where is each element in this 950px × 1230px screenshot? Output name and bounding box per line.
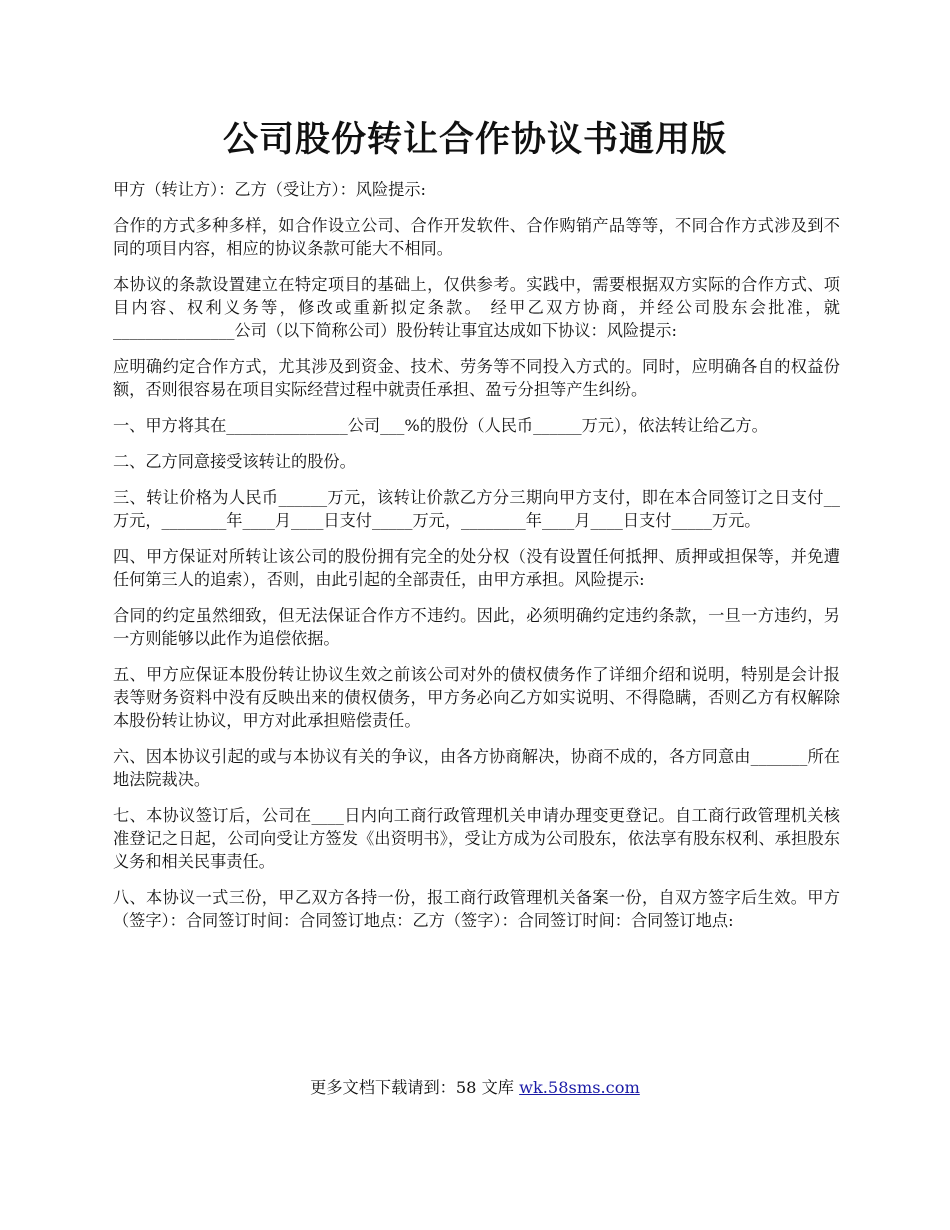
clause-5: 五、甲方应保证本股份转让协议生效之前该公司对外的债权债务作了详细介绍和说明，特别是会计报表等财务资料中没有反映出来的债权债务，甲方务必向乙方如实说明、不得隐瞒，否则乙方有权解除本股份转让协议，甲方对此承担赔偿责任。: [113, 665, 840, 730]
clause-3: 三、转让价格为人民币______万元，该转让价款乙方分三期向甲方支付，即在本合同签订之日支付__万元，________年____月____日支付_____万元，________年____月____日支付_____万元。: [113, 488, 840, 530]
footer-text: 更多文档下载请到：58 文库: [310, 1078, 520, 1097]
clause-2: 二、乙方同意接受该转让的股份。: [113, 452, 356, 471]
clause-1: 一、甲方将其在_______________公司___%的股份（人民币______万元），依法转让给乙方。: [113, 416, 768, 435]
page-footer: [0, 1074, 950, 1098]
paragraph-parties: 甲方（转让方）：乙方（受让方）：风险提示:: [113, 180, 427, 199]
paragraph-risk-equity-share: 应明确约定合作方式，尤其涉及到资金、技术、劳务等不同投入方式的。同时，应明确各自的权益份额，否则很容易在项目实际经营过程中就责任承担、盈亏分担等产生纠纷。: [113, 357, 840, 399]
clause-7: 七、本协议签订后，公司在____日内向工商行政管理机关申请办理变更登记。自工商行政管理机关核准登记之日起，公司向受让方签发《出资明书》，受让方成为公司股东，依法享有股东权利、承担股东义务和相关民事责任。: [113, 806, 840, 871]
document-title: 公司股份转让合作协议书通用版: [222, 119, 727, 160]
paragraph-risk-cooperation-mode: 合作的方式多种多样，如合作设立公司、合作开发软件、合作购销产品等等，不同合作方式涉及到不同的项目内容，相应的协议条款可能大不相同。: [113, 216, 840, 258]
document-body: [113, 178, 840, 945]
paragraph-preamble: 本协议的条款设置建立在特定项目的基础上，仅供参考。实践中，需要根据双方实际的合作方式、项目内容、权利义务等，修改或重新拟定条款。 经甲乙双方协商，并经公司股东会批准，就_______________公司（以下简称公司）股份转让事宜达成如下协议：风险提示:: [113, 275, 840, 340]
clause-4: 四、甲方保证对所转让该公司的股份拥有完全的处分权（没有设置任何抵押、质押或担保等，并免遭任何第三人的追索），否则，由此引起的全部责任，由甲方承担。风险提示:: [113, 547, 840, 589]
paragraph-risk-breach: 合同的约定虽然细致，但无法保证合作方不违约。因此，必须明确约定违约条款，一旦一方违约，另一方则能够以此作为追偿依据。: [113, 606, 840, 648]
clause-8: 八、本协议一式三份，甲乙双方各持一份，报工商行政管理机关备案一份，自双方签字后生效。甲方（签字）：合同签订时间：合同签订地点：乙方（签字）：合同签订时间：合同签订地点:: [113, 888, 840, 930]
clause-6: 六、因本协议引起的或与本协议有关的争议，由各方协商解决，协商不成的，各方同意由_______所在地法院裁决。: [113, 747, 840, 789]
footer-link[interactable]: wk.58sms.com: [519, 1078, 640, 1097]
